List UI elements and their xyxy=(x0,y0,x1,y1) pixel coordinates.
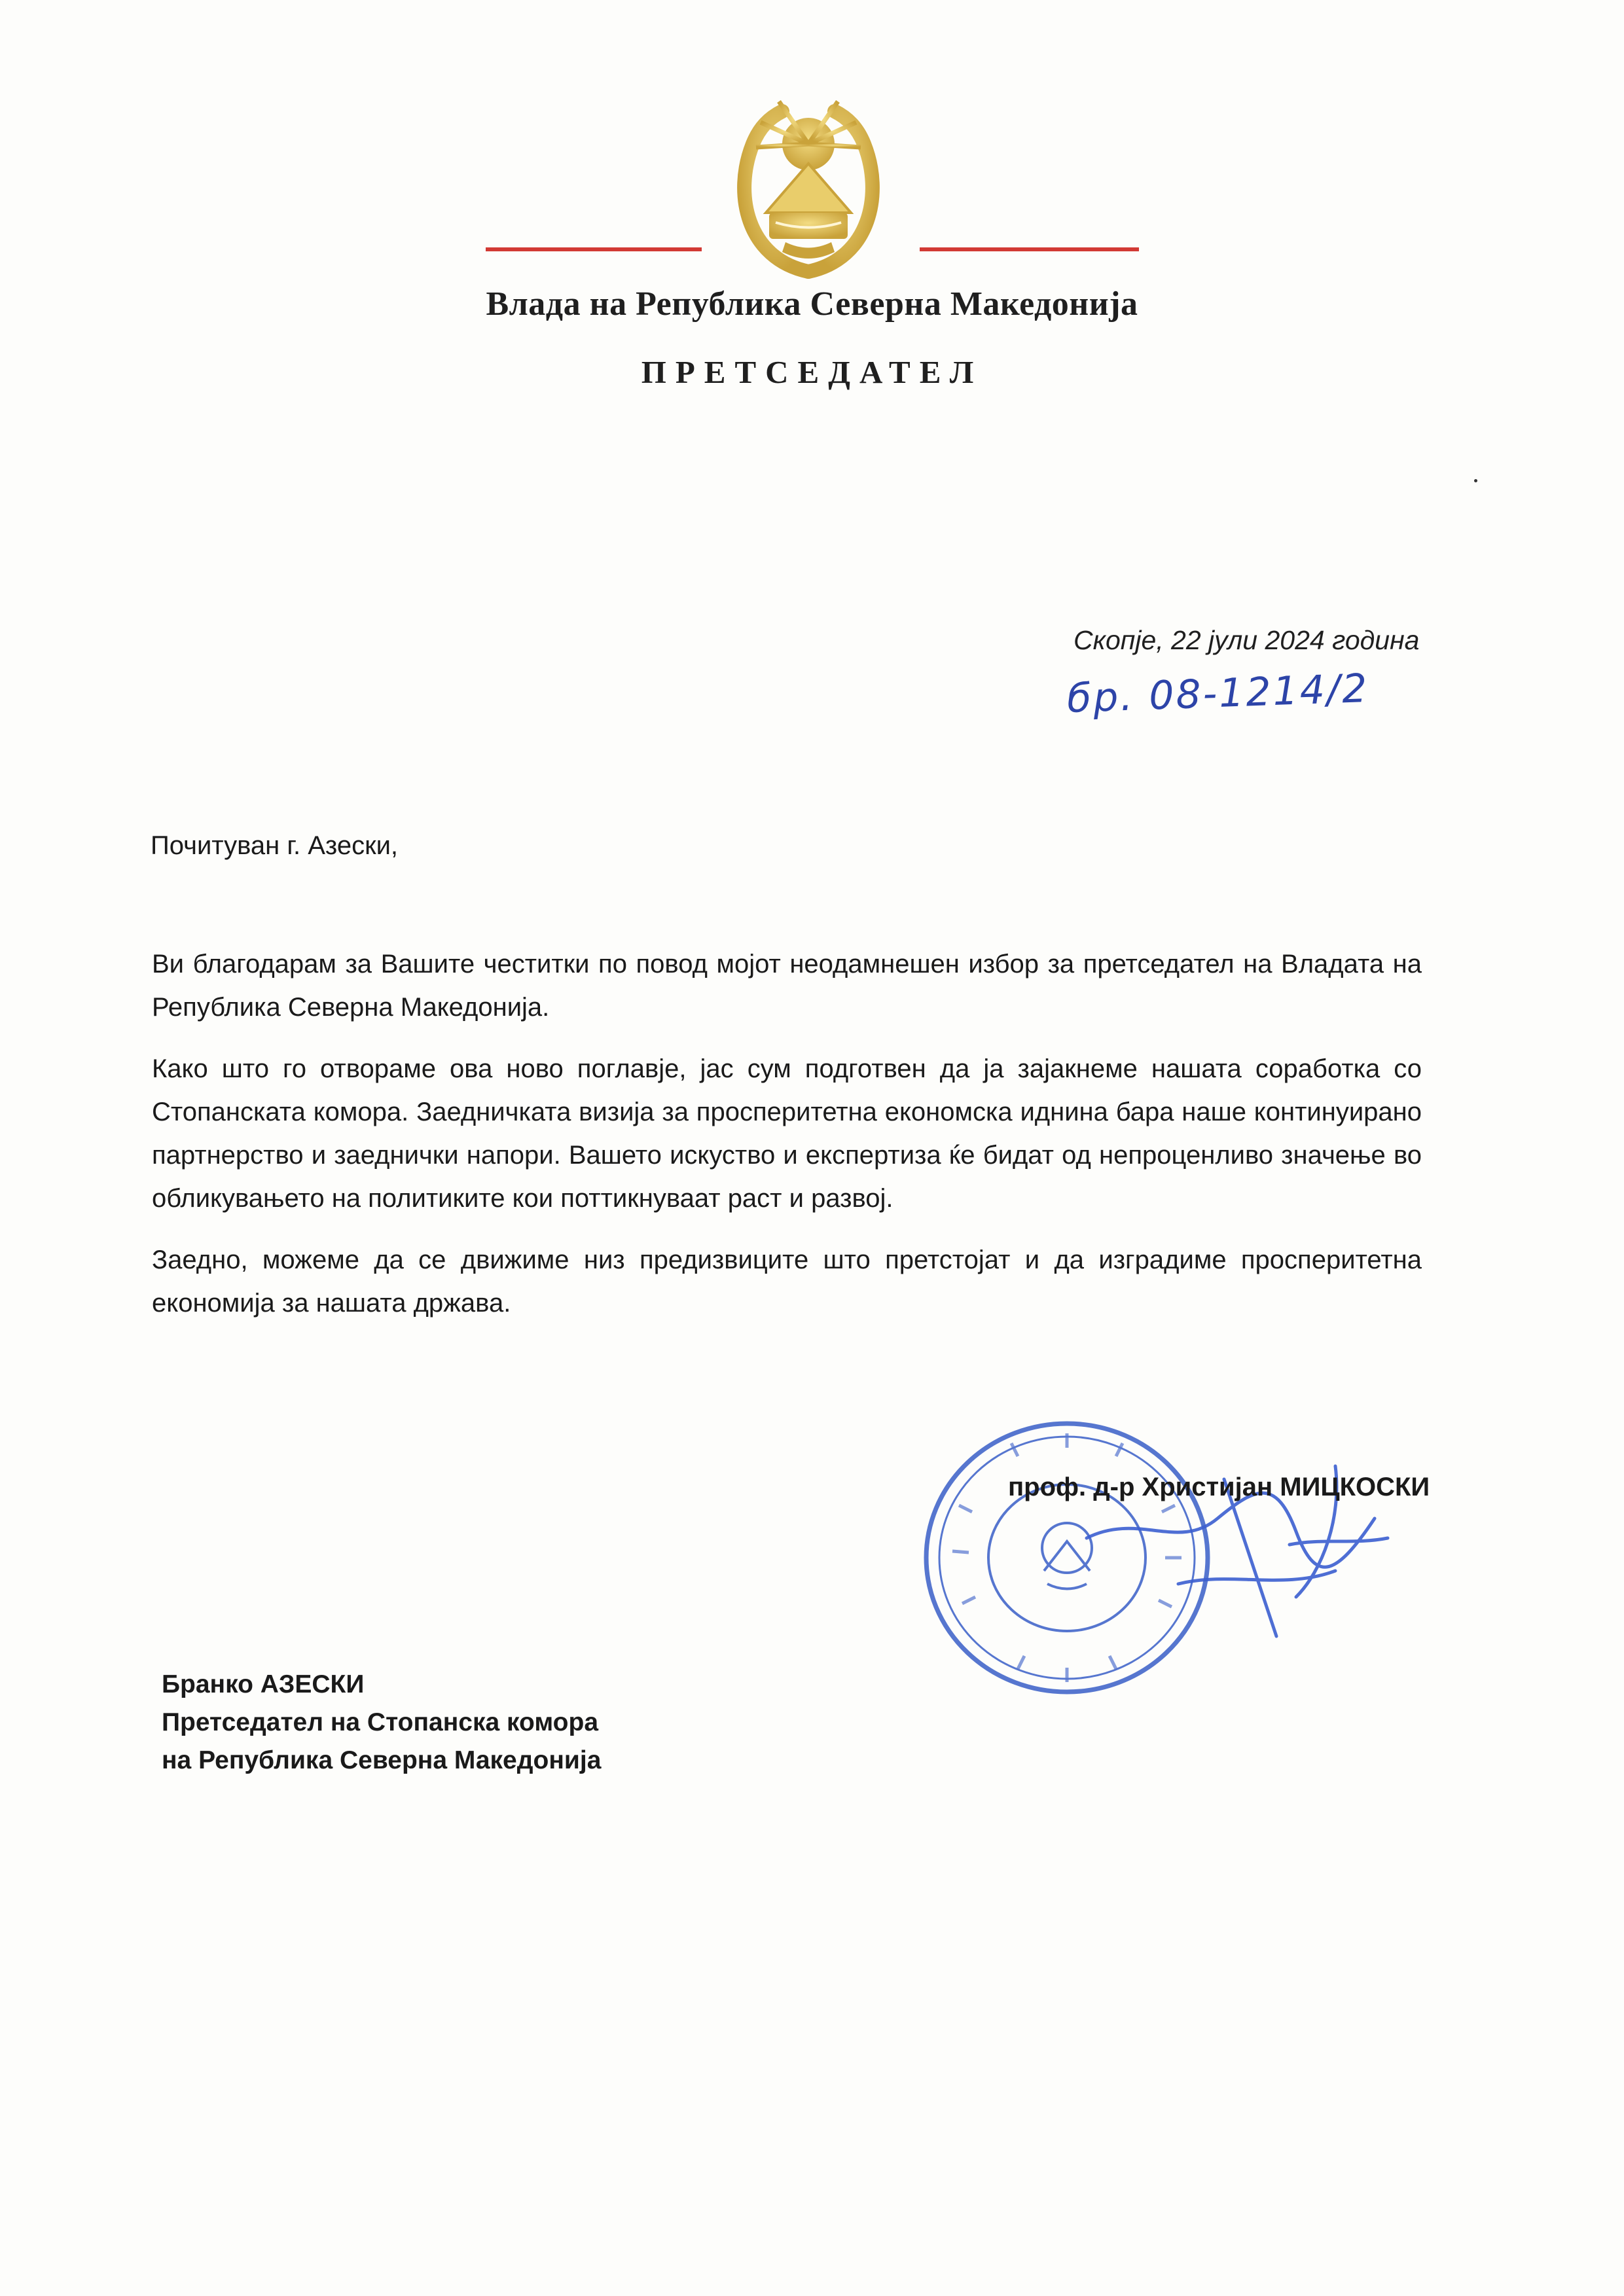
header-rule-right xyxy=(920,247,1139,251)
recipient-block xyxy=(162,1666,601,1780)
recipient-title-line: Претседател на Стопанска комора xyxy=(162,1708,599,1736)
office-title: ПРЕТСЕДАТЕЛ xyxy=(641,354,983,390)
paragraph: Ви благодарам за Вашите честитки по повод мојот неодамнешен избор за претседател на Владата на Република Северна Македонија. xyxy=(152,950,1422,1022)
letter-body xyxy=(152,942,1422,1343)
government-name: Влада на Република Северна Македонија xyxy=(486,285,1138,323)
header-rule-left xyxy=(486,247,702,251)
coat-of-arms-icon xyxy=(720,82,897,281)
recipient-title-line: на Република Северна Македонија xyxy=(162,1746,602,1774)
letter-date: Скопје, 22 јули 2024 година xyxy=(1074,625,1420,655)
salutation: Почитуван г. Азески, xyxy=(151,831,399,860)
document-number: бр. 08-1214/2 xyxy=(1066,665,1370,723)
scan-speck xyxy=(1474,479,1477,482)
paragraph: Како што го отвораме ова ново поглавје, јас сум подготвен да ја зајакнеме нашата соработка со Стопанската комора. Заедничката визија за просперитетна економска иднина бара наше континуирано партнерство и заеднички напори. Вашето искуство и експертиза ќе бидат од непроценливо значење во обликувањето на политиките кои поттикнуваат раст и развој. xyxy=(152,1054,1422,1213)
signer-name: проф. д-р Христијан МИЦКОСКИ xyxy=(1008,1473,1430,1501)
recipient-name: Бранко АЗЕСКИ xyxy=(162,1670,365,1698)
paragraph: Заедно, можеме да се движиме низ предизвиците што претстојат и да изградиме просперитетна економија за нашата држава. xyxy=(152,1246,1422,1318)
